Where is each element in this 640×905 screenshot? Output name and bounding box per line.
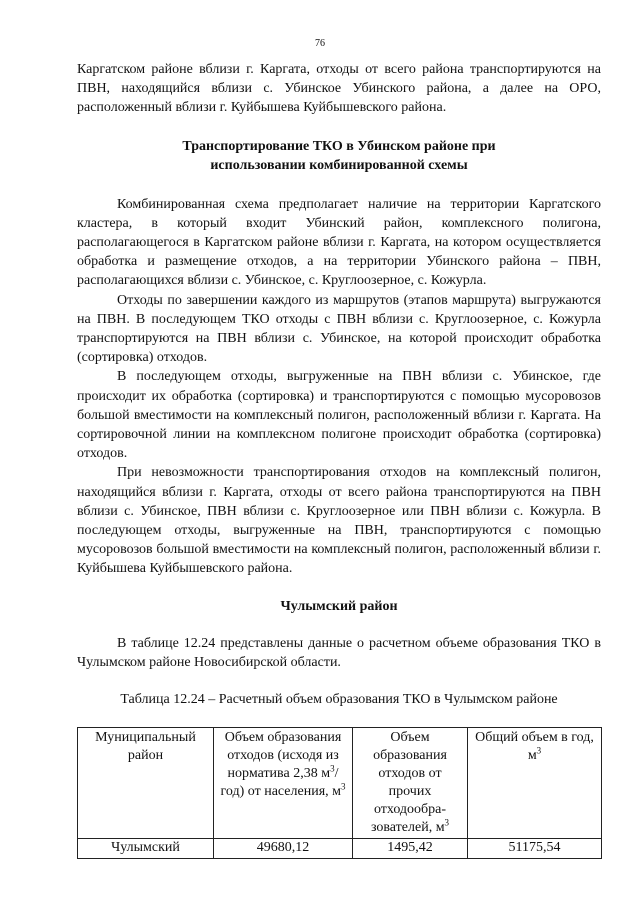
header-population-volume: Объем образования отходов (исходя из норматива 2,38 $м^3/год$) от населения, $м^3$ xyxy=(214,728,353,839)
section-heading-ubinsky: Транспортирование ТКО в Убинском районе при использовании комбинированной схемы xyxy=(182,138,496,173)
cell-district: Чулымский xyxy=(78,839,214,859)
table-row xyxy=(78,839,602,859)
table-header-row xyxy=(78,728,602,839)
spacer xyxy=(77,616,601,634)
table-caption: Таблица 12.24 – Расчетный объем образования ТКО в Чулымском районе xyxy=(120,692,558,708)
header-total-volume: Общий объем в год, $м^3$ xyxy=(468,728,602,839)
spacer xyxy=(77,579,601,597)
spacer xyxy=(77,175,601,195)
cell-other: 1495,42 xyxy=(353,839,468,859)
spacer xyxy=(77,118,601,137)
paragraph-table-intro: В таблице 12.24 представлены данные о расчетном объеме образования ТКО в Чулымском районе Новосибирской области. xyxy=(77,635,601,670)
spacer xyxy=(77,709,601,727)
header-other-volume: Объем образования отходов от прочих отходообра-зователей, $м^3$ xyxy=(353,728,468,839)
header-municipal-district: Муниципальный район xyxy=(78,728,214,839)
paragraph-routes: Отходы по завершении каждого из маршрутов (этапов маршрута) выгружаются на ПВН. В последующем ТКО отходы с ПВН вблизи с. Круглоозерное, с. Кожурла транспортируются на ПВН вблизи с. Убинское, на которой происходит обработка (сортировка) отходов. xyxy=(77,292,601,366)
spacer xyxy=(77,672,601,690)
paragraph-continuation: Каргатском районе вблизи г. Каргата, отходы от всего района транспортируются на ПВН, находящийся вблизи с. Убинское Убинского района, а далее на ОРО, расположенный вблизи г. Куйбышева Куйбышевского района. xyxy=(77,62,601,116)
paragraph-combined-scheme: Комбинированная схема предполагает наличие на территории Каргатского кластера, в который входит Убинский район, комплексного полигона, располагающегося в Каргатском районе вблизи г. Каргата, на котором осуществляется обработка и размещение отходов, а на территории Убинского района – ПВН, располагающихся вблизи с. Убинское, с. Круглоозерное, с. Кожурла. xyxy=(77,196,601,289)
cell-population: 49680,12 xyxy=(214,839,353,859)
paragraph-alternative: При невозможности транспортирования отходов на комплексный полигон, находящийся вблизи г. Каргата, отходы от всего района транспортируются на ПВН вблизи с. Убинское, ПВН вблизи с. Круглоозерное или ПВН вблизи с. Кожурла. В последующем отходы, выгруженные на ПВН, транспортируются с помощью мусоровозов большой вместимости на комплексный полигон, расположенный вблизи г. Куйбышева Куйбышевского района. xyxy=(77,465,601,577)
page-content xyxy=(77,60,601,859)
paragraph-sorting: В последующем отходы, выгруженные на ПВН вблизи с. Убинское, где происходит их обработка (сортировка) и транспортируются с помощью мусоровозов большой вместимости на комплексный полигон, расположенный вблизи г. Каргата. На сортировочной линии на комплексном полигоне происходит обработка (сортировка) отходов. xyxy=(77,369,601,462)
section-heading-chulymsky: Чулымский район xyxy=(280,598,398,614)
waste-volume-table xyxy=(77,727,602,859)
page-number: 76 xyxy=(315,38,325,49)
cell-total: 51175,54 xyxy=(468,839,602,859)
